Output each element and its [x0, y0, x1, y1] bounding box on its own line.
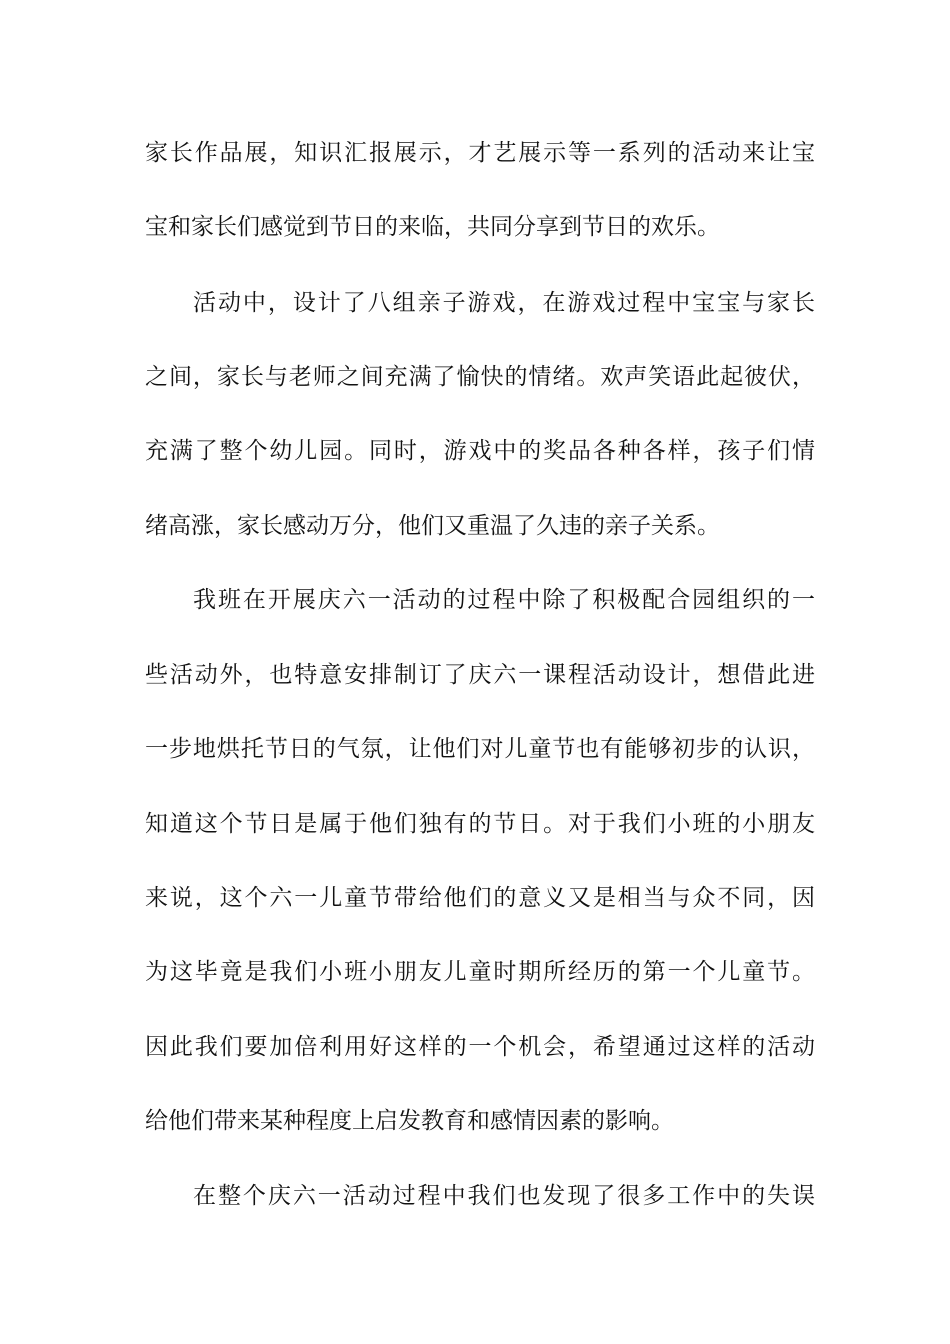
text-line-1: 家长作品展，知识汇报展示，才艺展示等一系列的活动来让宝	[145, 140, 815, 166]
text-line-12: 为这毕竟是我们小班小朋友儿童时期所经历的第一个儿童节。	[145, 959, 815, 985]
text-line-4: 之间，家长与老师之间充满了愉快的情绪。欢声笑语此起彼伏，	[145, 364, 815, 390]
text-line-8: 些活动外，也特意安排制订了庆六一课程活动设计，想借此进	[145, 662, 815, 688]
text-line-7: 我班在开展庆六一活动的过程中除了积极配合园组织的一	[193, 587, 815, 613]
text-line-10: 知道这个节日是属于他们独有的节日。对于我们小班的小朋友	[145, 811, 815, 837]
text-line-11: 来说，这个六一儿童节带给他们的意义又是相当与众不同，因	[145, 885, 815, 911]
text-line-14: 给他们带来某种程度上启发教育和感情因素的影响。	[145, 1108, 674, 1134]
text-line-6: 绪高涨，家长感动万分，他们又重温了久违的亲子关系。	[145, 513, 720, 539]
text-line-15: 在整个庆六一活动过程中我们也发现了很多工作中的失误	[193, 1183, 815, 1209]
text-line-3: 活动中，设计了八组亲子游戏，在游戏过程中宝宝与家长	[193, 290, 815, 316]
text-line-5: 充满了整个幼儿园。同时，游戏中的奖品各种各样，孩子们情	[145, 438, 815, 464]
text-line-9: 一步地烘托节日的气氛，让他们对儿童节也有能够初步的认识，	[145, 736, 815, 762]
text-line-13: 因此我们要加倍利用好这样的一个机会，希望通过这样的活动	[145, 1034, 815, 1060]
text-line-2: 宝和家长们感觉到节日的来临，共同分享到节日的欢乐。	[145, 214, 720, 240]
